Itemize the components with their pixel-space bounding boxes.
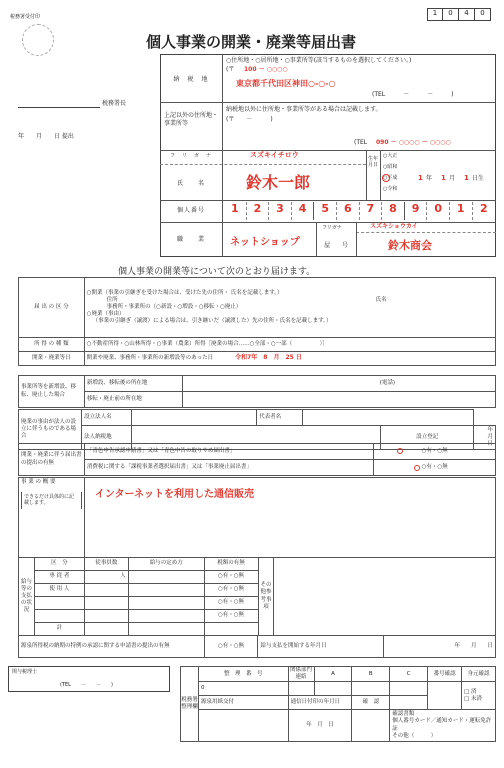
other-address-note: 納税地以外に住所地・事業所等がある場合は記載します。 xyxy=(226,106,382,113)
other-tel-prefix: (TEL xyxy=(354,139,368,146)
stamp-label: 税務署受付印 xyxy=(10,14,41,20)
job-label: 職 業 xyxy=(176,236,205,243)
address-label: 納 税 地 xyxy=(173,76,209,83)
salary-tax-answer: ○有・○無 xyxy=(204,597,258,610)
office-col-b: B xyxy=(352,667,390,682)
special-answer: ○有・○無 xyxy=(204,636,258,658)
office-source-form: 源泉用紙交付 xyxy=(198,696,288,710)
income-label: 所 得 の 種 類 xyxy=(19,338,85,352)
corp-name-label: 設立法人名 xyxy=(82,410,132,426)
overview-table xyxy=(18,477,496,558)
blue-yes-circle xyxy=(397,448,403,454)
mynumber-row xyxy=(224,202,495,220)
corp-reg-label: 設立登記 xyxy=(381,426,474,450)
open-date-value: 令和7年 8 月 25 日 xyxy=(235,354,302,362)
open-date-label: 開業・廃業等日 xyxy=(19,352,85,366)
office-suffix: 税務署長 xyxy=(102,100,127,107)
office-confirm: 確 認 xyxy=(352,696,390,710)
tax-agent-tel: (TEL － － ) xyxy=(60,682,113,688)
move-tel: (電話) xyxy=(182,376,495,392)
doc-label: 確認書類 xyxy=(392,711,415,718)
salary-tax-answer: ○有・○無 xyxy=(204,571,258,584)
office-col-number: 整 理 番 号 xyxy=(198,667,288,682)
category-cell xyxy=(84,278,495,338)
other-notes-label: その他参考事項 xyxy=(258,558,274,636)
postal-prefix: (〒 xyxy=(226,66,235,73)
office-col-number-check: 番号確認 xyxy=(428,667,462,682)
shop-label: 屋 号 xyxy=(324,242,349,249)
office-date-stamp: 通信日付印の年月日 xyxy=(288,696,352,710)
shop-furigana-label: フリガナ xyxy=(322,225,342,231)
intro-text: 個人事業の開業等について次のとおり届けます。 xyxy=(118,267,316,277)
mynumber-digit: 9 xyxy=(405,202,428,220)
form-code-digit: 0 xyxy=(443,8,459,21)
open-date-desc: 開業や廃業、事務所・事業所の新増設等のあった日 xyxy=(86,355,214,362)
stamp-circle xyxy=(22,24,54,56)
postal-code: 100 － ○○○○ xyxy=(244,66,288,73)
move-new-location: 新増設、移転後の所在地 xyxy=(84,376,182,392)
submit-date: 年 月 日 提出 xyxy=(18,133,74,140)
salary-table xyxy=(18,557,496,636)
move-label: 事業所等を新増設、移転、廃止した場合 xyxy=(19,376,85,408)
salary-row-family: 専 従 者 xyxy=(34,571,84,584)
mynumber-digit: 2 xyxy=(247,202,270,220)
form-code-digit: 1 xyxy=(427,8,443,21)
mynumber-digit: 6 xyxy=(337,202,360,220)
doc-other: その他（ ） xyxy=(392,732,437,739)
salary-start-label: 給与支払を開始する年月日 xyxy=(258,636,384,658)
address-note: ○住所地・○居所地・○事業所等(該当するものを選択してください。) xyxy=(226,57,412,64)
form-code-digit: 4 xyxy=(459,8,475,21)
move-table xyxy=(18,375,496,408)
filing-blue-answer: ○有・○無 xyxy=(374,444,496,460)
other-address-label: 上記以外の住所地・事業所等 xyxy=(164,112,219,127)
form-code xyxy=(427,8,491,21)
birth-day: 1 xyxy=(464,174,469,182)
category-prev-address: 住所 xyxy=(106,296,118,303)
office-col-relation: 関係部門連絡 xyxy=(290,667,313,681)
office-col-c: C xyxy=(390,667,428,682)
office-use-table xyxy=(180,666,496,742)
birth-year: 1 xyxy=(418,174,423,182)
office-name-line xyxy=(18,98,100,108)
income-options: ○不動産所得・○山林所得・○事業（農業）所得［廃業の場合……○全部・○一部（ ）］ xyxy=(84,338,495,352)
form-code-digit: 0 xyxy=(475,8,491,21)
salary-total: 計 xyxy=(34,623,84,636)
office-date: 年 月 日 xyxy=(288,710,352,742)
special-table xyxy=(18,635,496,658)
other-tel-value: 090 － ○○○○ － ○○○○ xyxy=(376,139,451,146)
salary-tax-answer: ○有・○無 xyxy=(204,610,258,623)
category-office: 事務所・事業所の（○新設・○増設・○移転・○廃止） xyxy=(106,303,242,310)
filing-label: 開業・廃業に伴う届出書の提出の有無 xyxy=(19,444,85,476)
birth-year-unit: 年 xyxy=(426,175,433,182)
id-check-pending: □ 未済 xyxy=(464,695,482,702)
category-transfer: （事業の引継ぎ（譲渡）による場合は、引き継いだ（譲渡した）先の住所・氏名を記載します。） xyxy=(92,318,332,325)
salary-unit: 人 xyxy=(84,571,128,584)
job-value: ネットショップ xyxy=(230,237,300,248)
birth-label: 生年月日 xyxy=(368,156,379,169)
salary-col-category: 区 分 xyxy=(34,558,84,571)
era-showa: ○昭和 xyxy=(383,164,398,170)
address-tel: (TEL － － ) xyxy=(372,91,454,98)
category-label: 届 出 の 区 分 xyxy=(19,278,85,338)
corp-addr-label: 法人納税地 xyxy=(82,426,132,450)
salary-row-staff: 使 用 人 xyxy=(34,584,84,597)
overview-note: できるだけ具体的に記載します。 xyxy=(21,492,82,509)
salary-label: 給与等の支払の状況 xyxy=(19,558,35,636)
shop-kana: スズキショウカイ xyxy=(370,223,418,230)
filing-consume: 消費税に関する「課税事業者選択届出書」又は「事業廃止届出書」 xyxy=(84,460,373,476)
overview-label: 事 業 の 概 要 xyxy=(21,479,56,485)
mynumber-digit: 4 xyxy=(292,202,315,220)
id-check-done: □ 済 xyxy=(464,688,477,695)
salary-col-count: 従事員数 xyxy=(84,558,128,571)
era-selected-circle xyxy=(382,174,390,182)
page-title: 個人事業の開業・廃業等届出書 xyxy=(146,33,357,51)
era-heisei: ○平成 xyxy=(383,175,398,181)
mynumber-digit: 0 xyxy=(427,202,450,220)
corp-reg-date: 年 月 日 xyxy=(474,426,496,450)
main-form-table xyxy=(18,277,496,366)
address-value: 東京都千代田区神田○-○-○ xyxy=(236,79,336,88)
category-close: ○廃業（事由） xyxy=(86,311,125,318)
corp-rep-label: 代表者名 xyxy=(257,410,303,426)
name-value: 鈴木一郎 xyxy=(246,173,311,192)
mynumber-label: 個人番号 xyxy=(176,207,205,214)
office-col-id-check: 身元確認 xyxy=(462,667,496,682)
special-label: 源泉所得税の納期の特例の承認に関する申請書の提出の有無 xyxy=(19,636,205,658)
category-prev-name: 氏名 xyxy=(375,296,387,303)
other-postal: (〒 － ) xyxy=(226,116,273,123)
filing-table xyxy=(18,443,496,476)
consume-no-circle xyxy=(414,465,420,471)
overview-value: インターネットを利用した通信販売 xyxy=(94,489,254,500)
mynumber-digit: 7 xyxy=(360,202,383,220)
move-old-location: 移転・廃止前の所在地 xyxy=(84,392,182,408)
tax-agent-label: 関与税理士 xyxy=(12,669,38,675)
corp-label: 廃業の事由が法人の設立に伴うものである場合 xyxy=(19,410,82,450)
filing-consume-answer: ○有・○無 xyxy=(374,460,496,476)
era-taisho: ○大正 xyxy=(383,153,398,159)
office-zero: 0 xyxy=(198,682,288,696)
salary-tax-answer: ○有・○無 xyxy=(204,584,258,597)
category-open: ○開業（事業の引継ぎを受けた場合は、受けた先の住所・ 氏名を記載します。） xyxy=(86,289,283,296)
mynumber-digit: 3 xyxy=(269,202,292,220)
furigana-label: フ リ ガ ナ xyxy=(169,153,212,159)
mynumber-digit: 8 xyxy=(382,202,405,220)
mynumber-digit: 1 xyxy=(450,202,473,220)
era-reiwa: ○令和 xyxy=(383,186,398,192)
mynumber-digit: 1 xyxy=(224,202,247,220)
doc-text: 個人番号カード／通知カード・運転免許証 xyxy=(392,718,492,732)
birth-month: 1 xyxy=(441,174,446,182)
mynumber-digit: 2 xyxy=(480,202,488,215)
filing-blue: 「青色申告承認申請書」又は「青色申告の取りやめ届出書」 xyxy=(84,444,373,460)
office-col-a: A xyxy=(314,667,352,682)
salary-col-method: 給与の定め方 xyxy=(128,558,204,571)
salary-col-tax: 税額の有無 xyxy=(204,558,258,571)
name-kana: スズキイチロウ xyxy=(250,151,299,159)
mynumber-digit: 5 xyxy=(314,202,337,220)
birth-day-unit: 日生 xyxy=(472,175,485,182)
name-label: 氏 名 xyxy=(176,180,205,187)
salary-start-date: 年 月 日 xyxy=(384,636,496,658)
birth-month-unit: 月 xyxy=(449,175,456,182)
shop-value: 鈴木商会 xyxy=(388,239,432,252)
office-use-label: 税務署整理欄 xyxy=(181,667,199,742)
